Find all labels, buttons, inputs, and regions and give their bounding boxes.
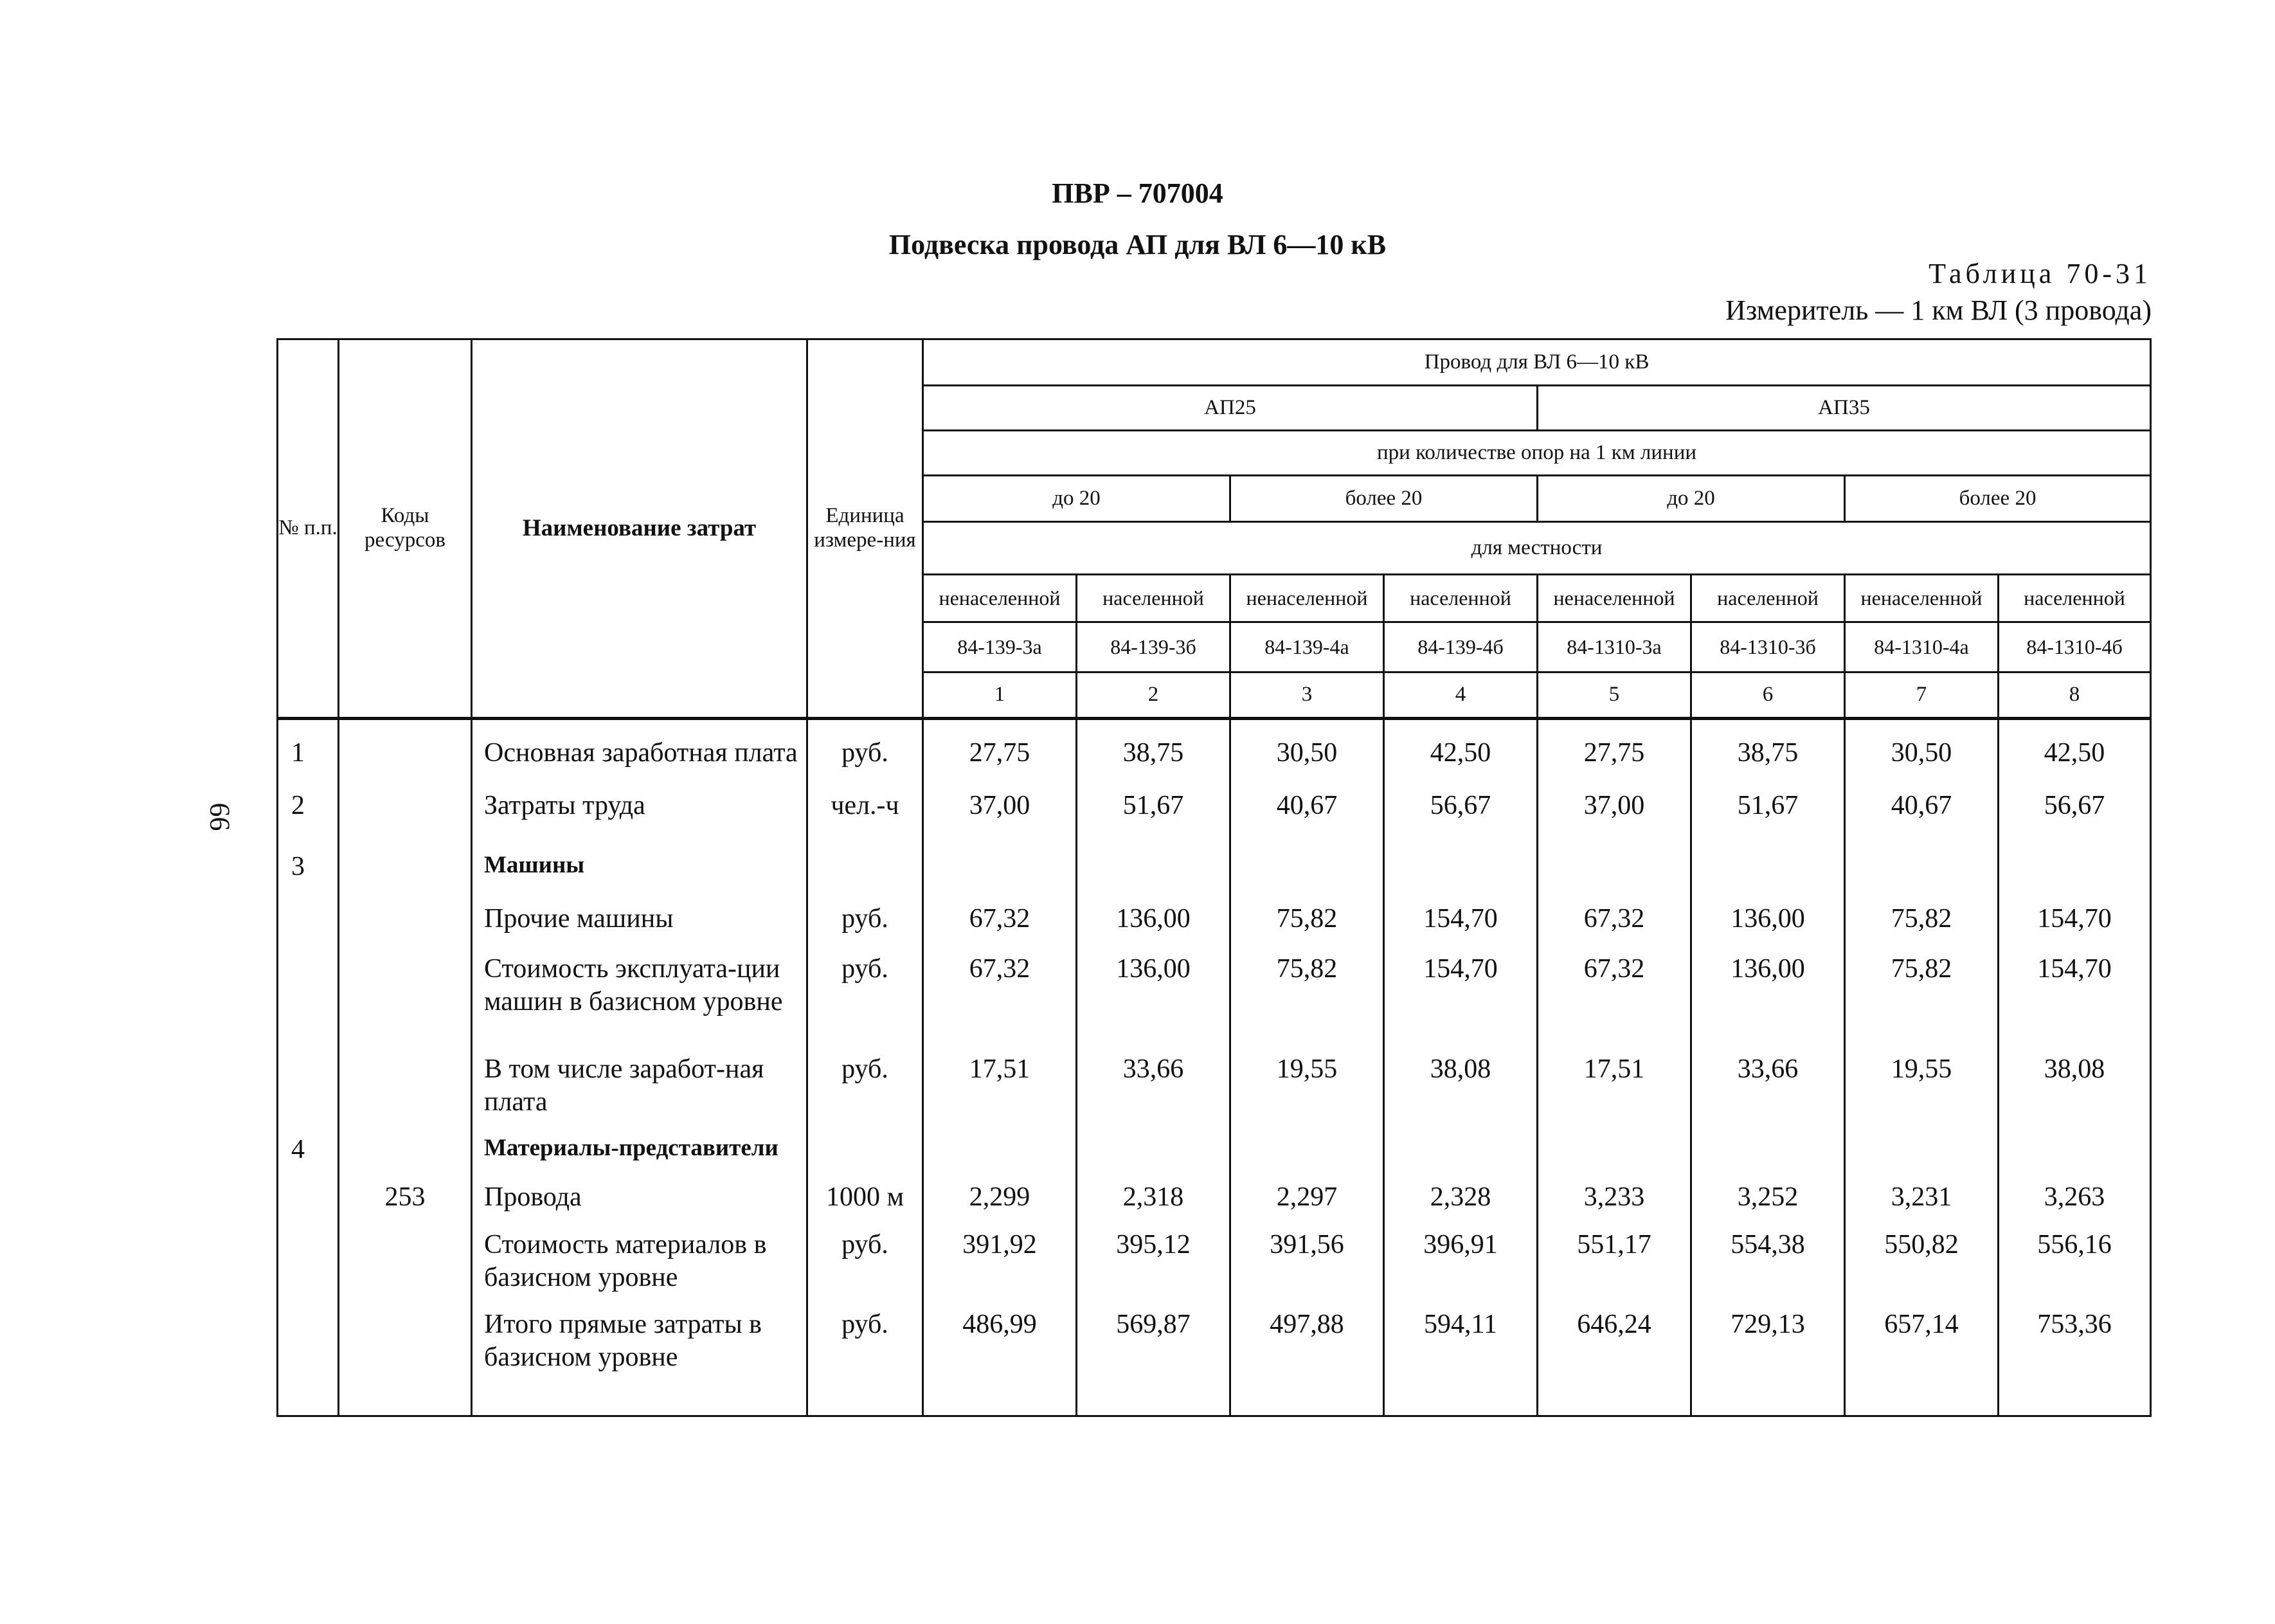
row-resource-code	[339, 1044, 472, 1122]
table-row	[278, 944, 2151, 1044]
row-value: 569,87	[1077, 1298, 1230, 1416]
header-col-index: 2	[1077, 672, 1230, 719]
header-kind: ненаселенной	[1845, 575, 1999, 622]
document-title: Подвеска провода АП для ВЛ 6—10 кВ	[888, 229, 1387, 260]
row-value: 38,08	[1999, 1044, 2151, 1122]
row-unit	[807, 1122, 923, 1172]
row-value: 40,67	[1845, 783, 1999, 839]
row-value: 17,51	[1538, 1044, 1691, 1122]
row-value: 27,75	[923, 719, 1077, 783]
row-value: 391,56	[1230, 1221, 1384, 1298]
header-num: № п.п.	[278, 339, 339, 719]
row-unit: руб.	[807, 719, 923, 783]
row-value: 42,50	[1384, 719, 1538, 783]
header-col-index: 1	[923, 672, 1077, 719]
row-value	[1230, 1122, 1384, 1172]
row-value: 396,91	[1384, 1221, 1538, 1298]
row-value	[923, 1122, 1077, 1172]
row-unit: руб.	[807, 894, 923, 944]
row-cost-name: Провода	[472, 1172, 807, 1221]
row-value	[1845, 1122, 1999, 1172]
row-value: 17,51	[923, 1044, 1077, 1122]
table-body	[278, 719, 2151, 1416]
row-number	[278, 1298, 339, 1416]
header-name: Наименование затрат	[472, 339, 807, 719]
row-value: 19,55	[1845, 1044, 1999, 1122]
table-row	[278, 719, 2151, 783]
header-kind: ненаселенной	[923, 575, 1077, 622]
row-unit: руб.	[807, 1044, 923, 1122]
row-number: 2	[278, 783, 339, 839]
header-area: для местности	[923, 522, 2151, 575]
row-unit: руб.	[807, 944, 923, 1044]
row-resource-code	[339, 1298, 472, 1416]
document-code: ПВР – 707004	[1052, 177, 1223, 209]
row-value: 646,24	[1538, 1298, 1691, 1416]
row-value: 67,32	[1538, 944, 1691, 1044]
header-kind: населенной	[1691, 575, 1845, 622]
header-supports: при количестве опор на 1 км линии	[923, 431, 2151, 476]
row-value	[1691, 839, 1845, 894]
row-number	[278, 1221, 339, 1298]
table-row	[278, 1044, 2151, 1122]
row-number	[278, 944, 339, 1044]
header-count: до 20	[1538, 476, 1845, 522]
row-number: 4	[278, 1122, 339, 1172]
row-resource-code: 253	[339, 1172, 472, 1221]
row-value: 551,17	[1538, 1221, 1691, 1298]
row-value	[1538, 839, 1691, 894]
row-cost-name: Машины	[472, 839, 807, 894]
header-norm-code: 84-139-3б	[1077, 622, 1230, 672]
row-value: 30,50	[1230, 719, 1384, 783]
row-value: 2,328	[1384, 1172, 1538, 1221]
row-value: 486,99	[923, 1298, 1077, 1416]
row-resource-code	[339, 1122, 472, 1172]
header-col-index: 5	[1538, 672, 1691, 719]
row-value: 38,75	[1077, 719, 1230, 783]
row-value: 37,00	[1538, 783, 1691, 839]
row-value: 75,82	[1845, 944, 1999, 1044]
table-row	[278, 1298, 2151, 1416]
header-kind: ненаселенной	[1538, 575, 1691, 622]
header-col-index: 4	[1384, 672, 1538, 719]
row-value: 3,263	[1999, 1172, 2151, 1221]
row-value	[1538, 1122, 1691, 1172]
row-value: 33,66	[1691, 1044, 1845, 1122]
header-col-index: 6	[1691, 672, 1845, 719]
row-value: 556,16	[1999, 1221, 2151, 1298]
row-unit	[807, 839, 923, 894]
row-value: 136,00	[1077, 894, 1230, 944]
header-count: более 20	[1845, 476, 2151, 522]
row-value: 38,08	[1384, 1044, 1538, 1122]
row-value	[1077, 1122, 1230, 1172]
row-value: 19,55	[1230, 1044, 1384, 1122]
row-cost-name: В том числе заработ-ная плата	[472, 1044, 807, 1122]
header-norm-code: 84-1310-3а	[1538, 622, 1691, 672]
row-value	[923, 839, 1077, 894]
row-cost-name: Прочие машины	[472, 894, 807, 944]
header-group: Провод для ВЛ 6—10 кВ	[923, 339, 2151, 386]
row-value	[1999, 1122, 2151, 1172]
row-cost-name: Стоимость эксплуата-ции машин в базисном уровне	[472, 944, 807, 1044]
row-resource-code	[339, 944, 472, 1044]
row-value: 42,50	[1999, 719, 2151, 783]
row-value: 67,32	[1538, 894, 1691, 944]
row-value: 2,299	[923, 1172, 1077, 1221]
header-norm-code: 84-139-4а	[1230, 622, 1384, 672]
header-count: до 20	[923, 476, 1230, 522]
row-value: 75,82	[1230, 894, 1384, 944]
table-row	[278, 783, 2151, 839]
header-norm-code: 84-1310-3б	[1691, 622, 1845, 672]
row-value: 395,12	[1077, 1221, 1230, 1298]
header-col-index: 3	[1230, 672, 1384, 719]
row-value: 3,252	[1691, 1172, 1845, 1221]
header-kind: населенной	[1999, 575, 2151, 622]
row-value: 497,88	[1230, 1298, 1384, 1416]
row-unit: чел.-ч	[807, 783, 923, 839]
header-kind: ненаселенной	[1230, 575, 1384, 622]
row-value: 391,92	[923, 1221, 1077, 1298]
row-value: 75,82	[1845, 894, 1999, 944]
row-number: 3	[278, 839, 339, 894]
header-kind: населенной	[1384, 575, 1538, 622]
row-value: 37,00	[923, 783, 1077, 839]
row-value	[1845, 839, 1999, 894]
header-unit: Единица измере-ния	[807, 339, 923, 719]
row-cost-name: Основная заработная плата	[472, 719, 807, 783]
row-value: 51,67	[1077, 783, 1230, 839]
header-col-index: 8	[1999, 672, 2151, 719]
row-value: 154,70	[1384, 944, 1538, 1044]
row-value: 27,75	[1538, 719, 1691, 783]
table-row	[278, 894, 2151, 944]
row-cost-name: Затраты труда	[472, 783, 807, 839]
row-resource-code	[339, 719, 472, 783]
row-cost-name: Итого прямые затраты в базисном уровне	[472, 1298, 807, 1416]
header-wire-ap35: АП35	[1538, 386, 2151, 431]
cost-table	[276, 338, 2152, 1417]
row-value: 56,67	[1384, 783, 1538, 839]
row-number	[278, 1172, 339, 1221]
row-value: 33,66	[1077, 1044, 1230, 1122]
measurement-unit: Измеритель — 1 км ВЛ (3 провода)	[1725, 294, 2152, 326]
row-value: 2,318	[1077, 1172, 1230, 1221]
row-value	[1999, 839, 2151, 894]
row-cost-name: Материалы-представители	[472, 1122, 807, 1172]
row-value	[1077, 839, 1230, 894]
row-value	[1384, 1122, 1538, 1172]
row-value	[1230, 839, 1384, 894]
table-number: Таблица 70-31	[1929, 258, 2152, 289]
row-value: 154,70	[1384, 894, 1538, 944]
header-wire-ap25: АП25	[923, 386, 1538, 431]
row-value: 51,67	[1691, 783, 1845, 839]
header-count: более 20	[1230, 476, 1538, 522]
row-value: 67,32	[923, 894, 1077, 944]
row-value: 594,11	[1384, 1298, 1538, 1416]
row-resource-code	[339, 894, 472, 944]
header-norm-code: 84-139-4б	[1384, 622, 1538, 672]
page-number: 66	[204, 802, 236, 831]
row-resource-code	[339, 1221, 472, 1298]
row-resource-code	[339, 783, 472, 839]
row-value: 75,82	[1230, 944, 1384, 1044]
row-cost-name: Стоимость материалов в базисном уровне	[472, 1221, 807, 1298]
row-value: 554,38	[1691, 1221, 1845, 1298]
row-value: 56,67	[1999, 783, 2151, 839]
row-unit: руб.	[807, 1221, 923, 1298]
header-codes: Коды ресурсов	[339, 339, 472, 719]
row-value: 154,70	[1999, 894, 2151, 944]
row-value: 136,00	[1691, 944, 1845, 1044]
table-row	[278, 839, 2151, 894]
row-value: 3,233	[1538, 1172, 1691, 1221]
row-value: 67,32	[923, 944, 1077, 1044]
header-norm-code: 84-1310-4а	[1845, 622, 1999, 672]
table-row	[278, 1221, 2151, 1298]
row-value: 136,00	[1691, 894, 1845, 944]
row-value: 30,50	[1845, 719, 1999, 783]
row-value: 3,231	[1845, 1172, 1999, 1221]
row-unit: 1000 м	[807, 1172, 923, 1221]
row-number: 1	[278, 719, 339, 783]
row-resource-code	[339, 839, 472, 894]
row-value: 550,82	[1845, 1221, 1999, 1298]
header-norm-code: 84-1310-4б	[1999, 622, 2151, 672]
row-value: 40,67	[1230, 783, 1384, 839]
table-row	[278, 1172, 2151, 1221]
header-col-index: 7	[1845, 672, 1999, 719]
row-value: 38,75	[1691, 719, 1845, 783]
row-value: 154,70	[1999, 944, 2151, 1044]
row-unit: руб.	[807, 1298, 923, 1416]
row-value: 657,14	[1845, 1298, 1999, 1416]
row-value	[1691, 1122, 1845, 1172]
row-number	[278, 1044, 339, 1122]
row-value: 729,13	[1691, 1298, 1845, 1416]
row-value: 753,36	[1999, 1298, 2151, 1416]
row-value: 2,297	[1230, 1172, 1384, 1221]
header-kind: населенной	[1077, 575, 1230, 622]
table-row	[278, 1122, 2151, 1172]
row-number	[278, 894, 339, 944]
row-value	[1384, 839, 1538, 894]
row-value: 136,00	[1077, 944, 1230, 1044]
header-norm-code: 84-139-3а	[923, 622, 1077, 672]
